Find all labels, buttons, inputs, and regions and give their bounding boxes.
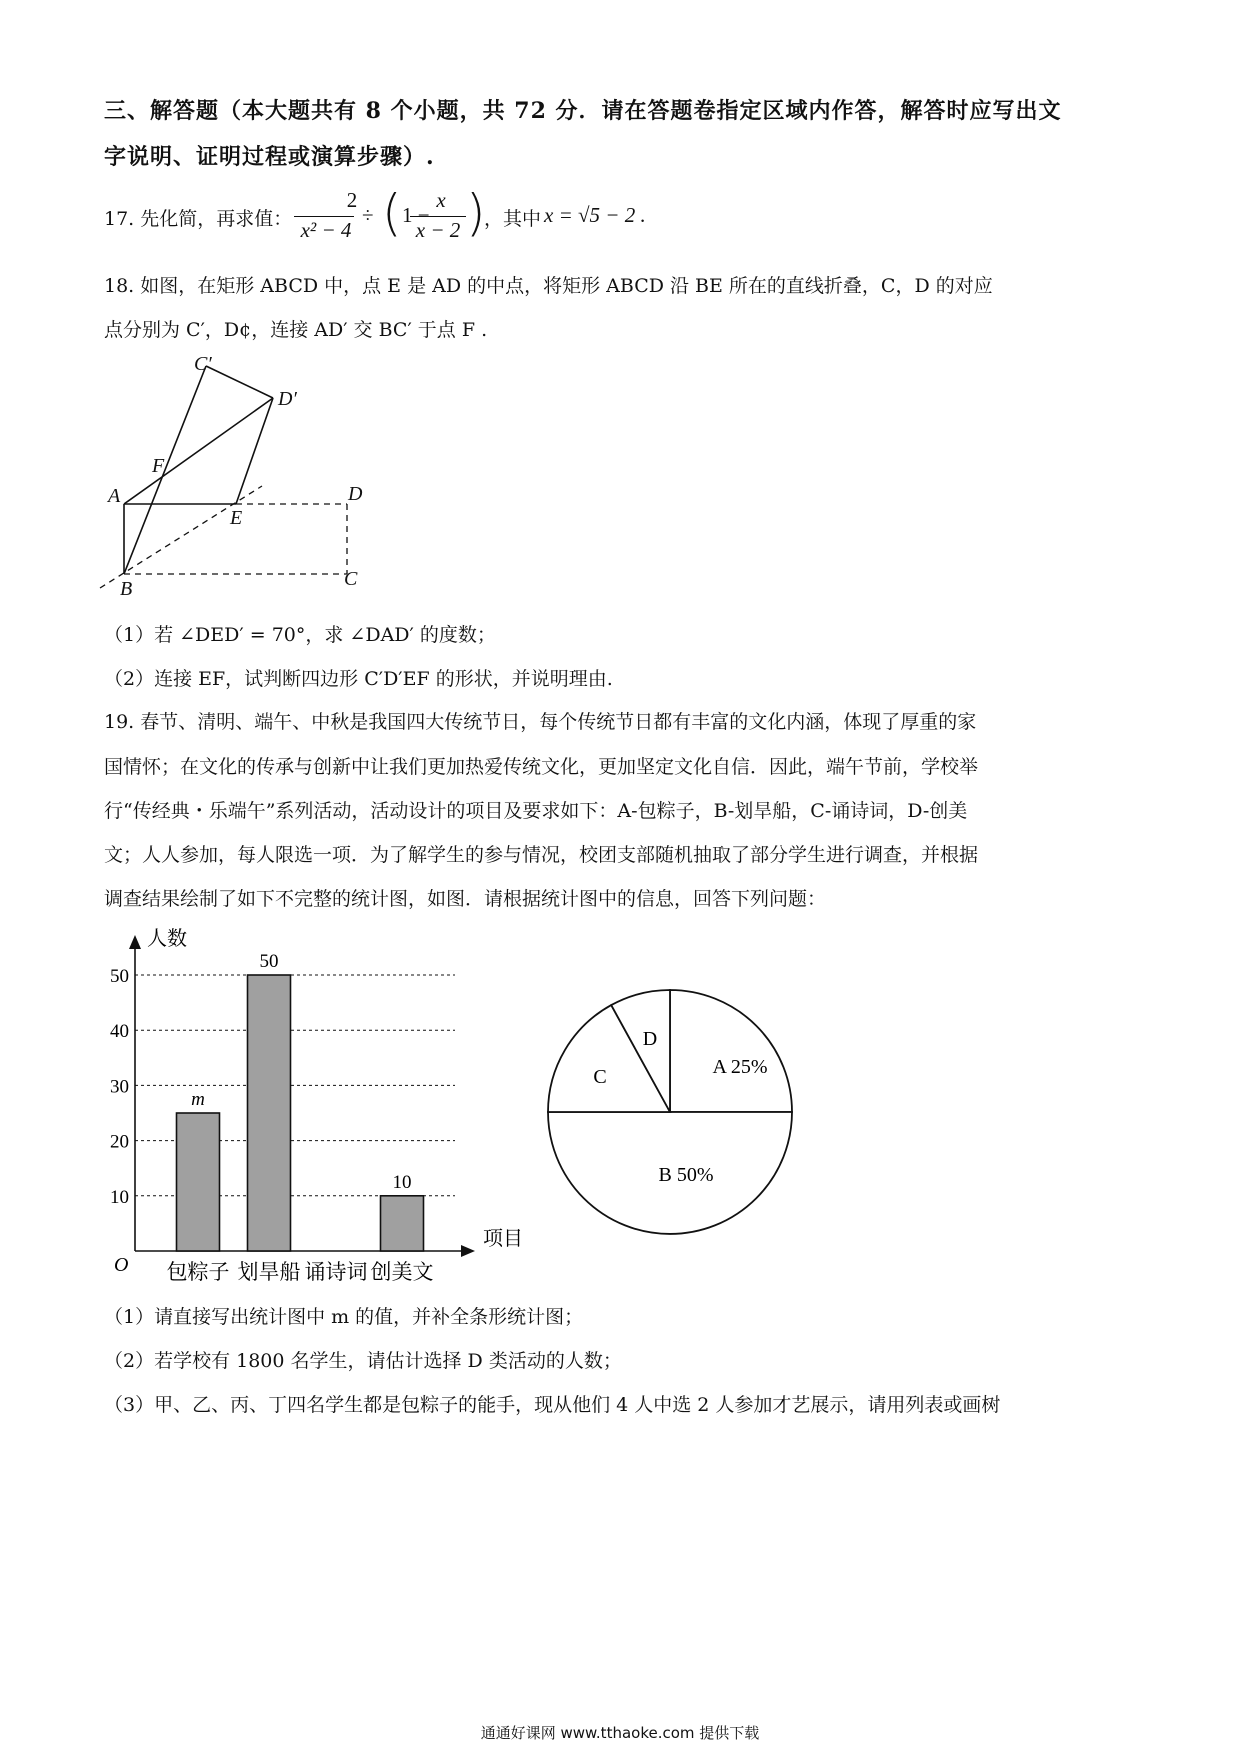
y-tick-50: 50 (110, 966, 129, 987)
bar-label-包粽子: m (191, 1089, 205, 1110)
pie-label-C: C (593, 1066, 607, 1088)
q17-inner-num: x (436, 188, 446, 212)
rectangle-fold-diagram (90, 350, 390, 600)
label-C: C (344, 568, 358, 590)
label-F: F (152, 455, 165, 477)
q17-frac-den: x² − 4 (300, 218, 352, 242)
segment-D-prime-E (236, 398, 273, 504)
y-tick-40: 40 (110, 1021, 129, 1043)
segment-AD-prime (124, 398, 273, 504)
label-C-prime: C′ (194, 353, 212, 375)
q19-line2: 国情怀；在文化的传承与创新中让我们更加热爱传统文化，更加坚定文化自信．因此，端午节前，学校举 (104, 756, 979, 778)
segment-BC-prime (124, 366, 206, 574)
pie-label-A: A 25% (712, 1056, 768, 1078)
q19-line5: 调查结果绘制了如下不完整的统计图，如图．请根据统计图中的信息，回答下列问题： (104, 888, 827, 910)
q17-value: x = √5 − 2 . (544, 203, 646, 227)
y-tick-30: 30 (110, 1076, 129, 1098)
bar-划旱船 (248, 975, 291, 1251)
y-axis-label: 人数 (147, 928, 187, 950)
label-A: A (108, 485, 121, 507)
bar-label-创美文: 10 (392, 1171, 412, 1193)
bar-label-划旱船: 50 (259, 951, 279, 972)
pie-slice-A (670, 990, 792, 1112)
q19-sub1: （1）请直接写出统计图中 m 的值，并补全条形统计图； (104, 1306, 584, 1328)
pie-label-B: B 50% (658, 1164, 714, 1186)
segment-C-prime-D-prime (206, 366, 273, 398)
left-paren: ( (382, 184, 402, 242)
q17-one-minus: 1 − (402, 203, 430, 227)
bar-chart (100, 915, 540, 1290)
y-tick-10: 10 (110, 1186, 129, 1208)
q18-line2: 点分别为 C′，D¢，连接 AD′ 交 BC′ 于点 F . (104, 319, 488, 341)
label-B: B (120, 578, 133, 600)
section-heading-line1: 三、解答题（本大题共有 8 个小题，共 72 分．请在答题卷指定区域内作答，解答时应写出文 (104, 98, 1062, 124)
q19-sub2: （2）若学校有 1800 名学生，请估计选择 D 类活动的人数； (104, 1350, 622, 1372)
q18-sub1: （1）若 ∠DED′ = 70°，求 ∠DAD′ 的度数； (104, 624, 496, 646)
q19-line1: 19. 春节、清明、端午、中秋是我国四大传统节日，每个传统节日都有丰富的文化内涵，体现了厚重的家 (104, 711, 977, 733)
q17-inner-den: x − 2 (415, 218, 461, 242)
x-tick-划旱船: 划旱船 (237, 1260, 301, 1284)
bar-创美文 (381, 1196, 424, 1251)
y-axis-arrow (129, 935, 141, 949)
footer: 通通好课网 www.tthaoke.com 提供下载 (480, 1724, 760, 1742)
label-D-prime: D′ (278, 388, 297, 410)
q18-sub2: （2）连接 EF，试判断四边形 C′D′EF 的形状，并说明理由. (104, 668, 613, 690)
q17-div: ÷ (362, 203, 374, 227)
pie-chart (540, 985, 800, 1245)
origin-label: O (114, 1254, 129, 1276)
label-D: D (348, 483, 363, 505)
x-axis-label: 项目 (483, 1228, 523, 1250)
question-17 (104, 184, 804, 248)
section-heading-line2: 字说明、证明过程或演算步骤）. (104, 144, 435, 170)
y-tick-20: 20 (110, 1131, 129, 1153)
q19-line4: 文；人人参加，每人限选一项．为了解学生的参与情况，校团支部随机抽取了部分学生进行调查，并根据 (104, 844, 979, 866)
pie-label-D: D (642, 1028, 658, 1050)
label-E: E (230, 507, 243, 529)
q19-sub3: （3）甲、乙、丙、丁四名学生都是包粽子的能手，现从他们 4 人中选 2 人参加才艺展示，请用列表或画树 (104, 1394, 1001, 1416)
q17-where: ，其中 (484, 208, 542, 230)
right-paren: ) (466, 184, 486, 242)
q17-inner-line (410, 216, 466, 217)
x-tick-创美文: 创美文 (370, 1260, 434, 1284)
bar-包粽子 (177, 1113, 220, 1251)
q19-line3: 行“传经典・乐端午”系列活动，活动设计的项目及要求如下：A-包粽子，B-划旱船，C-诵诗词，D-创美 (104, 800, 968, 822)
x-tick-包粽子: 包粽子 (166, 1260, 230, 1284)
q17-frac-line (294, 216, 354, 217)
x-axis-arrow (461, 1245, 475, 1257)
q17-frac-num: 2 (346, 188, 358, 212)
x-tick-诵诗词: 诵诗词 (304, 1260, 368, 1284)
q18-line1: 18. 如图，在矩形 ABCD 中，点 E 是 AD 的中点，将矩形 ABCD 沿 BE 所在的直线折叠，C，D 的对应 (104, 275, 993, 297)
q17-prefix: 17. 先化简，再求值： (104, 208, 293, 230)
